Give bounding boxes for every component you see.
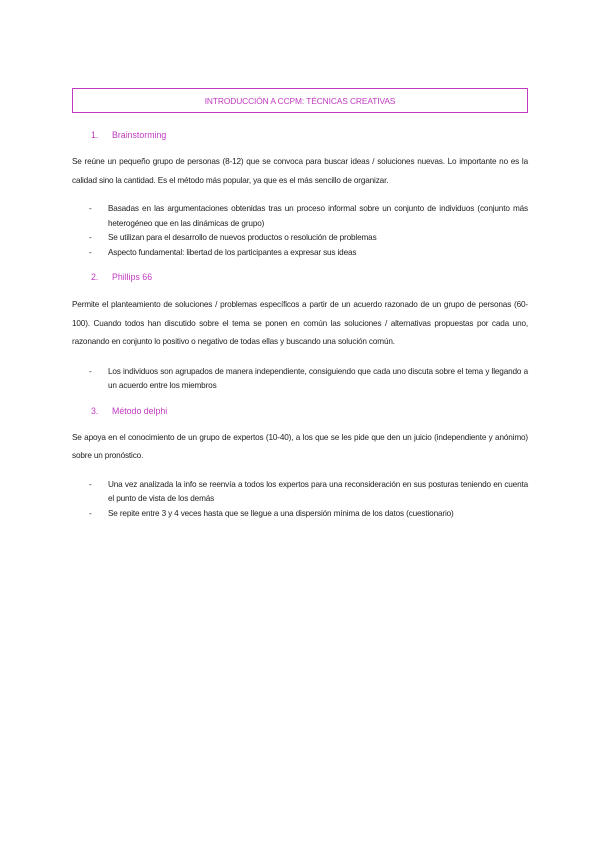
bullet-list <box>72 365 528 394</box>
bullet-dash: - <box>89 204 92 213</box>
list-item <box>72 365 528 394</box>
section-title: Método delphi <box>112 405 168 416</box>
bullet-dash: - <box>89 247 92 257</box>
section-heading-brainstorming <box>91 130 528 140</box>
section-title: Brainstorming <box>112 130 167 140</box>
section-heading-phillips-66 <box>91 272 528 282</box>
list-item <box>72 231 528 246</box>
bullet-dash: - <box>89 508 92 518</box>
list-item-text: Una vez analizada la info se reenvía a todos los expertos para una reconsideración en sus posturas teniendo en cuenta el punto de vista de los demás <box>108 479 528 503</box>
bullet-list <box>72 202 528 260</box>
bullet-dash: - <box>89 479 92 489</box>
bullet-dash: - <box>89 233 92 242</box>
list-item <box>72 478 528 507</box>
bullet-dash: - <box>89 366 92 376</box>
list-item-text: Se repite entre 3 y 4 veces hasta que se llegue a una dispersión mínima de los datos (cuestionario) <box>108 508 454 518</box>
list-item <box>72 246 528 261</box>
list-item-text: Basadas en las argumentaciones obtenidas tras un proceso informal sobre un conjunto de individuos (conjunto más heterogéneo que en las dinámicas de grupo) <box>108 204 528 228</box>
section-number: 1. <box>91 130 99 140</box>
section-paragraph: Se reúne un pequeño grupo de personas (8-12) que se convoca para buscar ideas / soluciones nuevas. Lo importante no es la calidad sino la cantidad. Es el método más popular, ya que es el más sencillo de organizar. <box>72 157 528 185</box>
section-heading-metodo-delphi <box>91 406 528 416</box>
section-title: Phillips 66 <box>112 272 153 282</box>
document-title-box <box>72 88 528 113</box>
list-item <box>72 507 528 522</box>
list-item-text: Aspecto fundamental: libertad de los participantes a expresar sus ideas <box>108 247 357 257</box>
bullet-list <box>72 478 528 522</box>
section-paragraph: Permite el planteamiento de soluciones / problemas específicos a partir de un acuerdo razonado de un grupo de personas (60-100). Cuando todos han discutido sobre el tema se ponen en común las soluciones / alternativas propuestas por cada uno, razonando en conjunto lo positivo o negativo de todas ellas y buscando una solución común. <box>72 300 528 346</box>
section-number: 3. <box>91 405 99 416</box>
list-item <box>72 202 528 231</box>
document-title: INTRODUCCIÓN A CCPM: TÉCNICAS CREATIVAS <box>204 95 396 106</box>
section-paragraph: Se apoya en el conocimiento de un grupo de expertos (10-40), a los que se les pide que den un juicio (independiente y anónimo) sobre un pronóstico. <box>72 432 528 460</box>
list-item-text: Los individuos son agrupados de manera independiente, consiguiendo que cada uno discuta sobre el tema y llegando a un acuerdo entre los miembros <box>108 366 528 390</box>
list-item-text: Se utilizan para el desarrollo de nuevos productos o resolución de problemas <box>108 233 377 242</box>
document-page <box>72 88 528 521</box>
section-number: 2. <box>91 272 99 282</box>
